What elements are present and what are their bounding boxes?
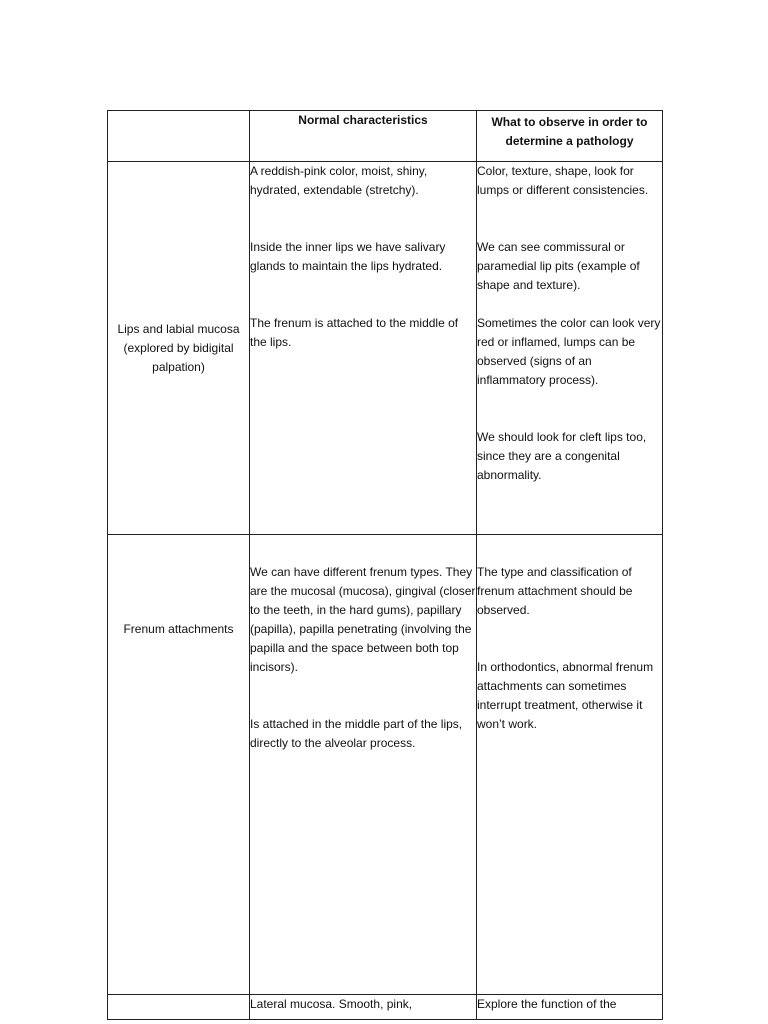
observe-cell-lateral-mucosa xyxy=(477,995,663,1020)
table-row xyxy=(108,535,663,995)
row-label-lips: Lips and labial mucosa (explored by bidigital palpation) xyxy=(108,162,250,535)
row-label-frenum: Frenum attachments xyxy=(108,535,250,995)
text-paragraph: Inside the inner lips we have salivary glands to maintain the lips hydrated. xyxy=(250,240,446,273)
text-paragraph: We should look for cleft lips too, since they are a congenital abnormality. xyxy=(477,430,647,482)
text-paragraph: We can see commissural or paramedial lip pits (example of shape and texture). xyxy=(477,240,640,292)
table-row xyxy=(108,995,663,1020)
header-pathology-observation: What to observe in order to determine a pathology xyxy=(477,111,663,162)
table-header-row xyxy=(108,111,663,162)
text-paragraph: Color, texture, shape, look for lumps or different consistencies. xyxy=(477,164,649,197)
oral-exam-table xyxy=(107,110,663,1020)
text-paragraph: Is attached in the middle part of the lips, directly to the alveolar process. xyxy=(250,717,463,750)
normal-cell-lateral-mucosa xyxy=(250,995,477,1020)
text-paragraph: Explore the function of the xyxy=(477,997,617,1011)
text-paragraph: Lateral mucosa. Smooth, pink, xyxy=(250,997,413,1011)
text-paragraph: The frenum is attached to the middle of the lips. xyxy=(250,316,459,349)
observe-cell-lips xyxy=(477,162,663,535)
text-paragraph: In orthodontics, abnormal frenum attachments can sometimes interrupt treatment, otherwise it won’t work. xyxy=(477,660,654,731)
text-paragraph: A reddish-pink color, moist, shiny, hydrated, extendable (stretchy). xyxy=(250,164,428,197)
normal-cell-frenum xyxy=(250,535,477,995)
text-paragraph: The type and classification of frenum attachment should be observed. xyxy=(477,565,633,617)
row-label-empty xyxy=(108,995,250,1020)
header-cell-empty xyxy=(108,111,250,162)
observe-cell-frenum xyxy=(477,535,663,995)
table-row xyxy=(108,162,663,535)
header-normal-characteristics: Normal characteristics xyxy=(250,111,477,162)
text-paragraph: We can have different frenum types. They are the mucosal (mucosa), gingival (closer to the teeth, in the hard gums), papillary (papilla), papilla penetrating (involving the papilla and the space between both top incisors). xyxy=(250,565,476,674)
normal-cell-lips xyxy=(250,162,477,535)
text-paragraph: Sometimes the color can look very red or inflamed, lumps can be observed (signs of an inflammatory process). xyxy=(477,316,661,387)
